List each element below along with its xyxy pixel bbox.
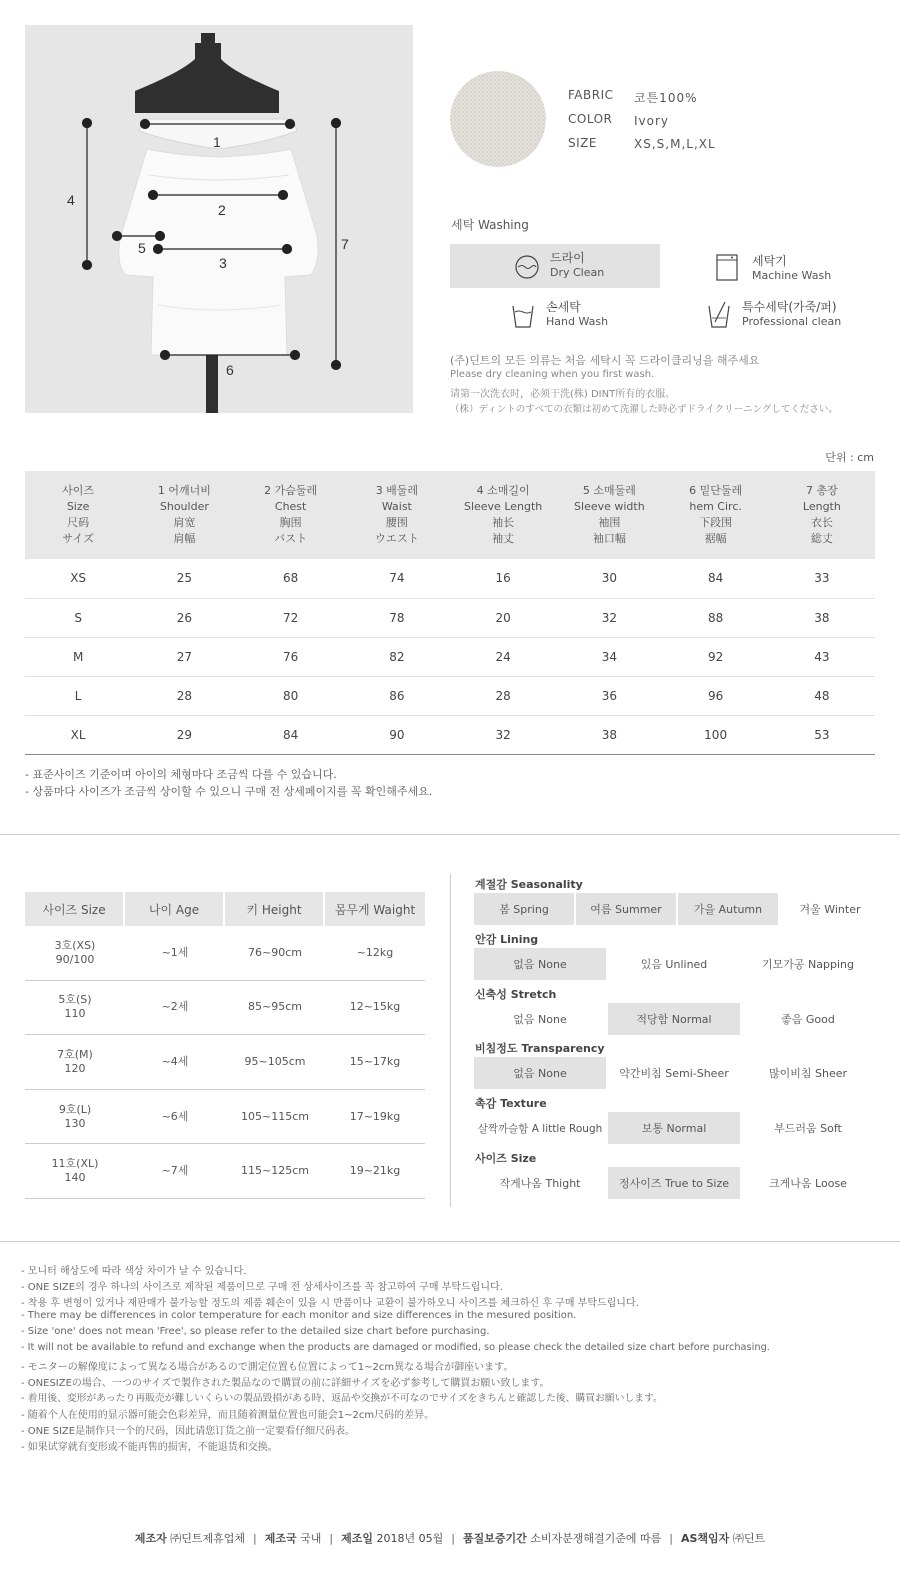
footer-value: 국내 (300, 1532, 322, 1545)
table-cell: 76~90cm (225, 926, 325, 981)
notice-line: - 모니터 해상도에 따라 색상 차이가 날 수 있습니다. (21, 1266, 247, 1277)
size-table-header: 5 소매둘레 Sleeve width 袖围 袖口幅 (556, 471, 662, 559)
table-cell: 38 (556, 715, 662, 754)
notice-line: - 随着个人在使用的显示器可能会色彩差异，而且随着测量位置也可能会1~2cm尺码的差异。 (21, 1410, 435, 1421)
table-cell: 32 (556, 598, 662, 637)
size-number: 130 (64, 1116, 86, 1130)
size-value: XS,S,M,L,XL (634, 137, 716, 151)
size-table-header: 7 총장 Length 衣长 総丈 (769, 471, 875, 559)
table-row (25, 926, 425, 981)
transparency-option: 많이비침 Sheer (768, 1067, 847, 1080)
table-row (25, 559, 875, 598)
notice-line: - 着用後、変形があったり再販売が難しいくらいの製品毀損がある時、返品や交換が不可なのでサイズをきちんと確認した後、購買お願いします。 (21, 1393, 663, 1404)
table-cell: 84 (663, 559, 769, 598)
measure-point (83, 119, 92, 128)
measure-label: 6 (226, 362, 234, 378)
table-cell: 25 (131, 559, 237, 598)
hand-wash-icon (508, 300, 538, 330)
table-cell: ~1세 (125, 926, 225, 981)
texture-option: 살짝까슬함 A little Rough (477, 1122, 603, 1135)
notice-line: - ONESIZEの場合、一つのサイズで製作された製品なので購買の前に詳細サイズを必ず参考して購買お願い致します。 (21, 1378, 550, 1389)
footer-label: AS책임자 (681, 1532, 730, 1545)
footer-label: 제조일 (341, 1532, 374, 1545)
notice-line: - ONE SIZE의 경우 하나의 사이즈로 제작된 제품이므로 구매 전 상세사이즈를 꼭 참고하여 구매 부탁드립니다. (21, 1282, 503, 1293)
table-row (25, 981, 425, 1036)
table-cell: M (25, 637, 131, 676)
table-cell: 88 (663, 598, 769, 637)
stretch-option: 없음 None (513, 1013, 567, 1026)
table-cell: 72 (238, 598, 344, 637)
table-cell: 19~21kg (325, 1144, 425, 1199)
age-size-header: 키 Height (225, 892, 325, 926)
size-label: SIZE (568, 136, 597, 150)
transparency-option: 없음 None (474, 1057, 606, 1089)
texture-title: 촉감 Texture (475, 1097, 547, 1110)
size-table (25, 471, 875, 755)
wash-option-en: Dry Clean (550, 266, 605, 279)
table-row (25, 1144, 425, 1199)
size-code: 5호(S) (58, 993, 92, 1007)
measure-label: 4 (67, 192, 75, 208)
fit-option: 작게나옴 Thight (499, 1177, 581, 1190)
table-cell: 43 (769, 637, 875, 676)
table-row (25, 598, 875, 637)
table-cell: 27 (131, 637, 237, 676)
age-size-header-row (25, 892, 425, 926)
table-cell: 26 (131, 598, 237, 637)
table-cell: ~6세 (125, 1090, 225, 1145)
lining-option: 없음 None (474, 948, 606, 980)
table-cell: ~12kg (325, 926, 425, 981)
wash-note: （株）ディントのすべての衣類は初めて洗濯した時必ずドライクリーニングしてください。 (450, 404, 838, 415)
size-note: - 상품마다 사이즈가 조금씩 상이할 수 있으니 구매 전 상세페이지를 꼭 확인해주세요. (25, 785, 433, 798)
color-label: COLOR (568, 112, 613, 126)
wash-option-kr: 특수세탁(가죽/퍼) (742, 300, 837, 314)
table-cell: 76 (238, 637, 344, 676)
table-cell (25, 1144, 125, 1199)
dry-clean-icon (512, 252, 542, 282)
footer-label: 제조자 (134, 1532, 167, 1545)
table-cell: 28 (131, 676, 237, 715)
table-cell: 82 (344, 637, 450, 676)
measure-label: 3 (219, 255, 227, 271)
table-cell (25, 1090, 125, 1145)
size-table-header: 4 소매길이 Sleeve Length 袖长 袖丈 (450, 471, 556, 559)
section-divider (450, 874, 451, 1207)
age-size-header: 사이즈 Size (25, 892, 125, 926)
color-value: Ivory (634, 114, 670, 128)
unit-label: 단위 : cm (825, 451, 874, 464)
stretch-option: 적당함 Normal (608, 1003, 740, 1035)
size-number: 110 (64, 1007, 86, 1021)
table-cell: XS (25, 559, 131, 598)
table-cell: 85~95cm (225, 981, 325, 1036)
wash-note: (주)딘트의 모든 의류는 처음 세탁시 꼭 드라이클리닝을 해주세요 (450, 354, 760, 367)
table-row (25, 637, 875, 676)
notice-line: - ONE SIZE是制作只一个的尺码，因此请您订货之前一定要看仔细尺码表。 (21, 1426, 356, 1437)
table-cell: 74 (344, 559, 450, 598)
table-cell (25, 926, 125, 981)
fabric-swatch (450, 71, 546, 167)
measure-point (332, 361, 341, 370)
stretch-option: 좋음 Good (781, 1013, 835, 1026)
wash-option-kr: 드라이 (550, 251, 585, 265)
lining-option: 있음 Unlined (640, 958, 708, 971)
table-cell: 20 (450, 598, 556, 637)
measure-point (149, 191, 158, 200)
measure-point (154, 245, 163, 254)
table-cell: 48 (769, 676, 875, 715)
wash-option-kr: 세탁기 (752, 254, 787, 268)
table-cell: 84 (238, 715, 344, 754)
notice-line: - Size 'one' does not mean 'Free', so please refer to the detailed size chart before purchasing. (21, 1326, 490, 1337)
transparency-option: 약간비침 Semi-Sheer (619, 1067, 729, 1080)
measure-point (83, 261, 92, 270)
table-cell: 53 (769, 715, 875, 754)
age-size-header: 몸무게 Waight (325, 892, 425, 926)
table-cell: 30 (556, 559, 662, 598)
age-size-table (25, 892, 425, 1199)
measure-point (283, 245, 292, 254)
measure-point (279, 191, 288, 200)
size-code: 11호(XL) (51, 1157, 99, 1171)
size-table-header: 2 가슴둘레 Chest 胸围 バスト (238, 471, 344, 559)
table-cell: 28 (450, 676, 556, 715)
table-cell: 92 (663, 637, 769, 676)
size-table-header-row (25, 471, 875, 559)
product-info-footer: 제조자 ㈜딘트제휴업체 | 제조국 국내 | 제조일 2018년 05월 | 품질보증기간 소비자분쟁해결기준에 따름 | AS책임자 ㈜딘트 (134, 1532, 766, 1545)
measure-point (286, 120, 295, 129)
table-row (25, 1090, 425, 1145)
table-row (25, 715, 875, 754)
table-cell: S (25, 598, 131, 637)
table-row (25, 1035, 425, 1090)
fabric-label: FABRIC (568, 88, 614, 102)
mannequin-bust (135, 43, 279, 113)
table-cell: 16 (450, 559, 556, 598)
seasonality-option: 봄 Spring (474, 893, 574, 925)
seasonality-option: 여름 Summer (576, 893, 676, 925)
fabric-value: 코튼100% (634, 91, 698, 105)
transparency-title: 비침정도 Transparency (475, 1042, 605, 1055)
footer-value: 소비자분쟁해결기준에 따름 (530, 1532, 662, 1545)
table-cell: 32 (450, 715, 556, 754)
wash-option-professional-clean (664, 294, 874, 338)
footer-value: ㈜딘트제휴업체 (170, 1532, 246, 1545)
lining-title: 안감 Lining (475, 933, 539, 946)
table-cell: 95~105cm (225, 1035, 325, 1090)
footer-label: 품질보증기간 (463, 1532, 527, 1545)
measure-point (141, 120, 150, 129)
size-number: 140 (64, 1171, 86, 1185)
table-cell (25, 981, 125, 1036)
product-measure-diagram (25, 25, 413, 413)
notice-line: - There may be differences in color temperature for each monitor and size differences in the mesured position. (21, 1310, 577, 1321)
table-cell: 33 (769, 559, 875, 598)
washing-title: 세탁 Washing (451, 218, 529, 232)
table-cell (25, 1035, 125, 1090)
wash-note: Please dry cleaning when you first wash. (450, 369, 655, 380)
size-code: 3호(XS) (54, 938, 96, 952)
size-table-header: 6 밑단둘레 hem Circ. 下段围 裾幅 (663, 471, 769, 559)
measure-label: 2 (218, 202, 226, 218)
footer-value: 2018년 05월 (376, 1532, 444, 1545)
fit-option: 크게나옴 Loose (769, 1177, 847, 1190)
table-cell: 90 (344, 715, 450, 754)
lining-option: 기모가공 Napping (762, 958, 854, 971)
machine-wash-icon (712, 252, 742, 282)
wash-option-machine-wash (664, 244, 874, 288)
seasonality-title: 계절감 Seasonality (475, 878, 583, 891)
table-cell: L (25, 676, 131, 715)
table-cell: 17~19kg (325, 1090, 425, 1145)
texture-option: 부드러움 Soft (774, 1122, 842, 1135)
table-cell: 68 (238, 559, 344, 598)
table-cell: 38 (769, 598, 875, 637)
table-cell: 24 (450, 637, 556, 676)
measure-point (113, 232, 122, 241)
footer-value: ㈜딘트 (732, 1532, 766, 1545)
notice-line: - 如果试穿就有变形或不能再售的损害，不能退货和交换。 (21, 1442, 278, 1453)
table-cell: 115~125cm (225, 1144, 325, 1199)
seasonality-option: 겨울 Winter (799, 903, 861, 916)
notice-line: - It will not be available to refund and exchange when the products are damaged or modified, so please check the detailed size chart before purchasing. (21, 1342, 770, 1353)
table-cell: 34 (556, 637, 662, 676)
size-note: - 표준사이즈 기준이며 아이의 체형마다 조금씩 다를 수 있습니다. (25, 768, 337, 781)
wash-option-en: Professional clean (742, 315, 842, 328)
notice-line: - モニターの解像度によって異なる場合があるので測定位置も位置によって1~2cm異なる場合が御座います。 (21, 1362, 514, 1373)
wash-option-dry-clean (450, 244, 660, 288)
stretch-title: 신축성 Stretch (475, 988, 557, 1001)
table-cell: 105~115cm (225, 1090, 325, 1145)
size-table-header: 사이즈 Size 尺码 サイズ (25, 471, 131, 559)
table-cell: 100 (663, 715, 769, 754)
measure-point (291, 351, 300, 360)
table-row (25, 676, 875, 715)
professional-clean-icon (704, 300, 734, 330)
fabric-texture-image (450, 71, 546, 167)
table-cell: 86 (344, 676, 450, 715)
fit-title: 사이즈 Size (475, 1152, 537, 1165)
texture-option: 보통 Normal (608, 1112, 740, 1144)
mannequin-neck (201, 33, 215, 45)
measure-label: 1 (213, 134, 221, 150)
measure-point (332, 119, 341, 128)
wash-option-kr: 손세탁 (546, 300, 581, 314)
size-code: 9호(L) (58, 1102, 92, 1116)
measure-label: 7 (341, 236, 349, 252)
table-cell: 96 (663, 676, 769, 715)
table-cell: 78 (344, 598, 450, 637)
table-cell: 29 (131, 715, 237, 754)
size-table-header: 3 배둘레 Waist 腰围 ウエスト (344, 471, 450, 559)
footer-label: 제조국 (264, 1532, 297, 1545)
table-cell: XL (25, 715, 131, 754)
notice-line: - 착용 후 변형이 있거나 재판매가 불가능할 정도의 제품 훼손이 있을 시 반품이나 교환이 불가하오니 사이즈를 체크하신 후 구매 부탁드립니다. (21, 1298, 639, 1309)
size-number: 120 (64, 1061, 86, 1075)
table-cell: 12~15kg (325, 981, 425, 1036)
age-size-header: 나이 Age (125, 892, 225, 926)
wash-option-en: Hand Wash (546, 315, 609, 328)
table-cell: ~2세 (125, 981, 225, 1036)
seasonality-option: 가을 Autumn (678, 893, 778, 925)
table-cell: 80 (238, 676, 344, 715)
wash-note: 请第一次洗衣时，必须干洗(株) DINT所有的衣服。 (450, 389, 676, 400)
table-cell: 36 (556, 676, 662, 715)
size-number: 90/100 (55, 952, 95, 966)
measure-point (161, 351, 170, 360)
table-cell: ~4세 (125, 1035, 225, 1090)
table-cell: 15~17kg (325, 1035, 425, 1090)
wash-option-en: Machine Wash (752, 269, 832, 282)
size-table-header: 1 어깨너비 Shoulder 肩宽 肩幅 (131, 471, 237, 559)
measure-label: 5 (138, 240, 146, 256)
table-cell: ~7세 (125, 1144, 225, 1199)
size-code: 7호(M) (57, 1047, 93, 1061)
measure-point (156, 232, 165, 241)
wash-option-hand-wash (450, 294, 660, 338)
garment-illustration (25, 25, 413, 413)
fit-option: 정사이즈 True to Size (608, 1167, 740, 1199)
